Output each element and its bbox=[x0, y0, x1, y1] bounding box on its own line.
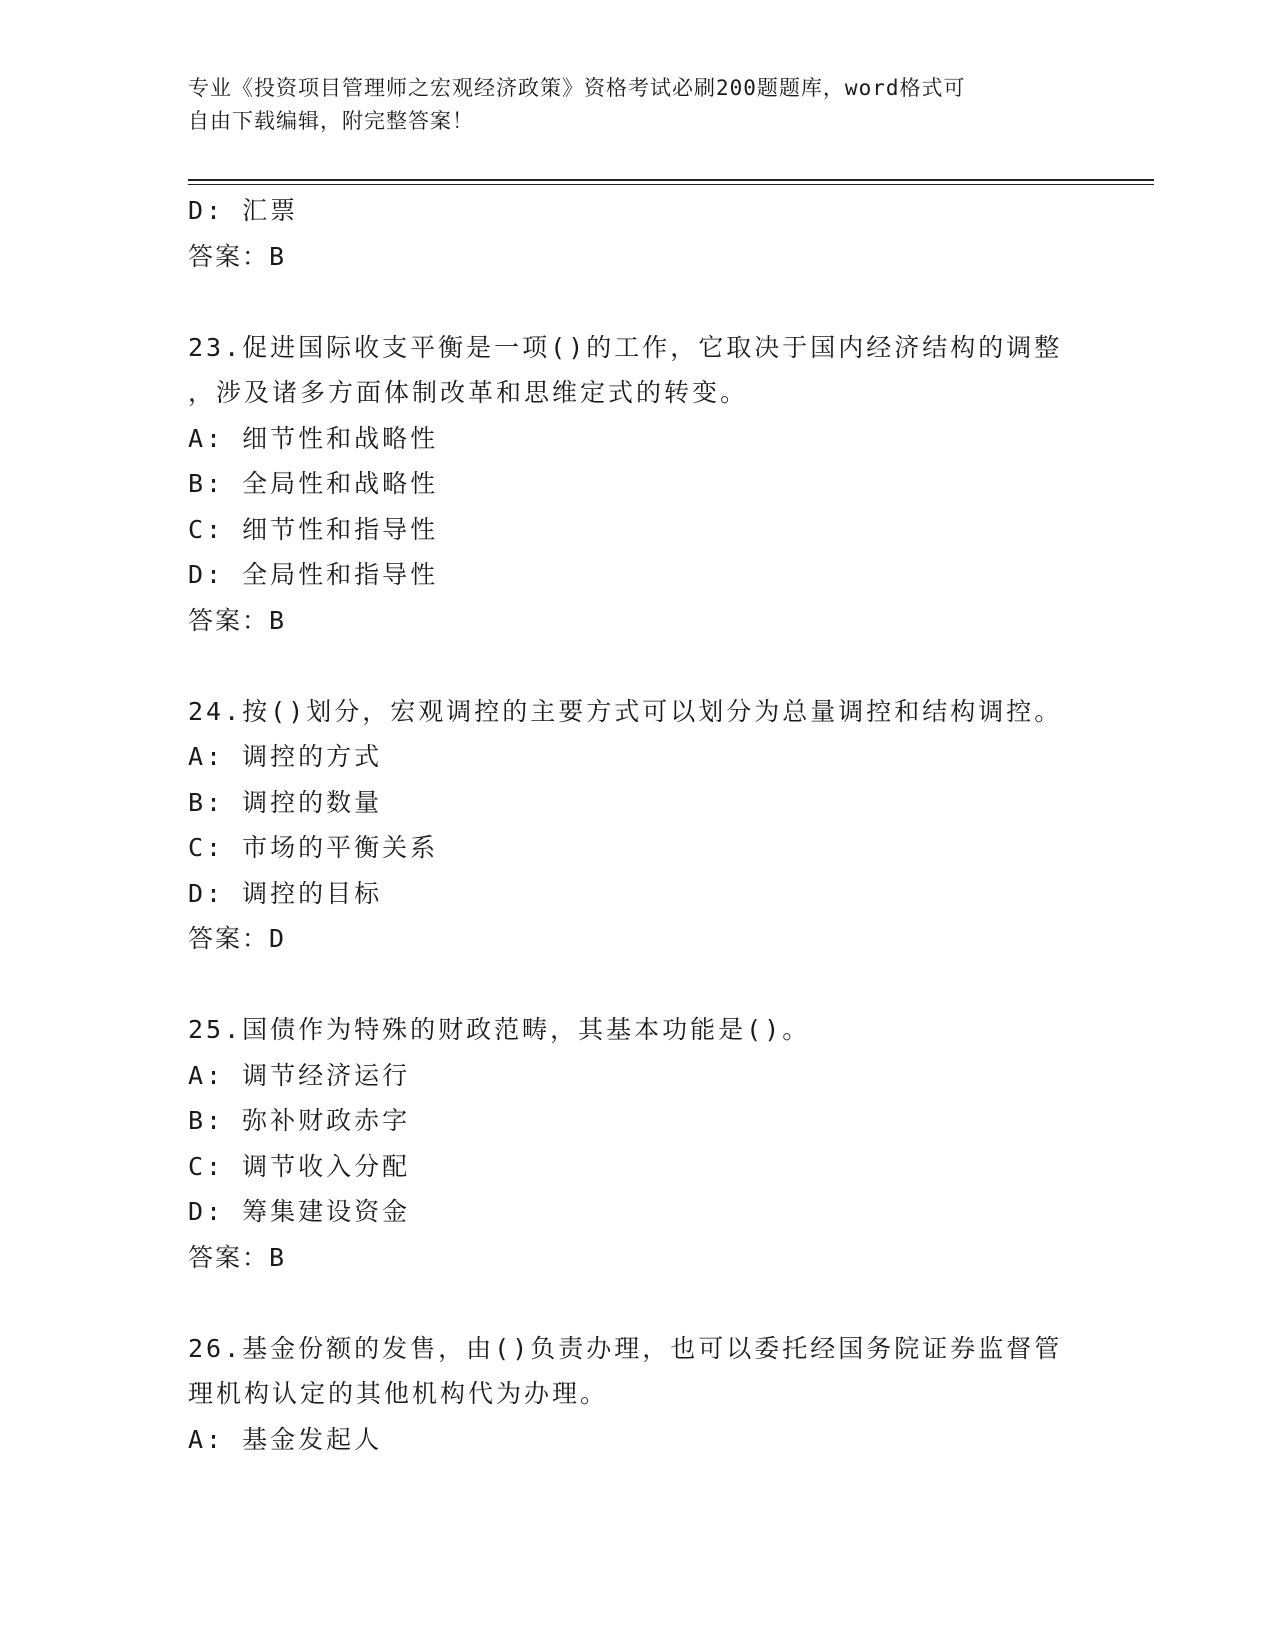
prev-answer: 答案：B bbox=[188, 241, 287, 271]
question-26 bbox=[188, 1326, 1088, 1463]
question-stem: 23.促进国际收支平衡是一项()的工作，它取决于国内经济结构的调整 bbox=[188, 332, 1063, 362]
option-d: D: 筹集建设资金 bbox=[188, 1197, 411, 1226]
question-stem-continued: 理机构认定的其他机构代为办理。 bbox=[188, 1379, 609, 1408]
question-stem: 25.国债作为特殊的财政范畴，其基本功能是()。 bbox=[188, 1015, 811, 1044]
answer: 答案：B bbox=[188, 605, 287, 635]
header-line-2: 自由下载编辑，附完整答案！ bbox=[188, 109, 474, 133]
spacer bbox=[188, 279, 1088, 325]
prev-option-d: D: 汇票 bbox=[188, 196, 299, 225]
spacer bbox=[188, 643, 1088, 689]
answer: 答案：D bbox=[188, 924, 287, 953]
answer: 答案：B bbox=[188, 1242, 287, 1272]
question-25 bbox=[188, 1007, 1088, 1280]
question-23 bbox=[188, 325, 1088, 644]
option-b: B: 调控的数量 bbox=[188, 787, 383, 817]
option-a: A: 基金发起人 bbox=[188, 1424, 383, 1454]
document-header bbox=[188, 72, 1088, 138]
option-a: A: 调节经济运行 bbox=[188, 1060, 411, 1090]
question-stem: 26.基金份额的发售，由()负责办理，也可以委托经国务院证券监督管 bbox=[188, 1333, 1063, 1363]
option-c: C: 调节收入分配 bbox=[188, 1151, 411, 1181]
question-stem: 24.按()划分，宏观调控的主要方式可以划分为总量调控和结构调控。 bbox=[188, 696, 1063, 726]
option-a: A: 细节性和战略性 bbox=[188, 423, 439, 453]
question-24 bbox=[188, 689, 1088, 962]
header-rule-thin bbox=[188, 184, 1154, 185]
spacer bbox=[188, 962, 1088, 1008]
option-b: B: 弥补财政赤字 bbox=[188, 1106, 411, 1135]
option-d: D: 全局性和指导性 bbox=[188, 560, 439, 589]
header-rule-thick bbox=[188, 179, 1154, 181]
header-line-1: 专业《投资项目管理师之宏观经济政策》资格考试必刷200题题库，word格式可 bbox=[188, 76, 966, 100]
option-a: A: 调控的方式 bbox=[188, 742, 383, 771]
document-body bbox=[188, 188, 1088, 1462]
option-c: C: 市场的平衡关系 bbox=[188, 833, 439, 862]
question-stem-continued: ，涉及诸多方面体制改革和思维定式的转变。 bbox=[188, 378, 749, 407]
option-c: C: 细节性和指导性 bbox=[188, 514, 439, 544]
spacer bbox=[188, 1280, 1088, 1326]
option-b: B: 全局性和战略性 bbox=[188, 469, 439, 498]
option-d: D: 调控的目标 bbox=[188, 878, 383, 908]
